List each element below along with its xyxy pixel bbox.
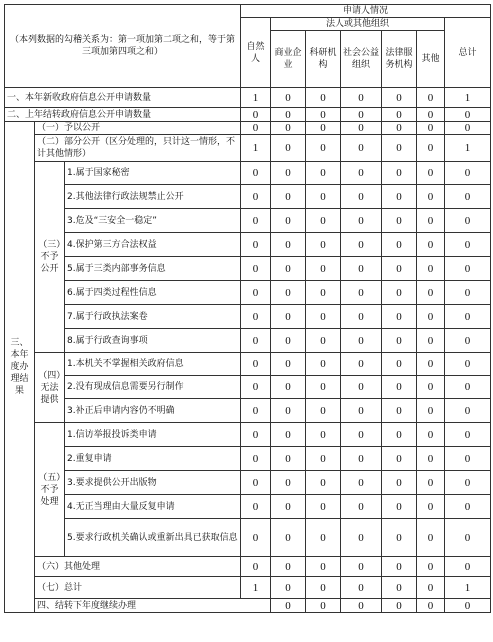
cell-value: 0 <box>271 122 306 135</box>
cell-value: 0 <box>341 88 382 108</box>
cell-value: 0 <box>241 423 271 447</box>
table-row <box>5 471 491 495</box>
cell-value: 0 <box>341 162 382 185</box>
cell-value: 0 <box>306 305 341 329</box>
cell-value: 0 <box>417 471 445 495</box>
cell-value: 0 <box>271 557 306 577</box>
cell-value: 0 <box>382 88 417 108</box>
cell-value: 0 <box>306 281 341 305</box>
cell-value: 0 <box>271 162 306 185</box>
cell-value: 0 <box>382 135 417 162</box>
cell-value: 0 <box>271 353 306 376</box>
cell-value: 0 <box>271 519 306 557</box>
cell-value: 0 <box>271 185 306 209</box>
row-label: （七）总计 <box>35 577 241 599</box>
cell-value: 0 <box>271 108 306 122</box>
legal-group-header: 法人或其他组织 <box>271 18 445 31</box>
cell-value: 0 <box>341 353 382 376</box>
cell-value: 0 <box>341 329 382 353</box>
cell-value: 0 <box>382 185 417 209</box>
cell-value: 0 <box>445 353 491 376</box>
cell-value: 0 <box>306 353 341 376</box>
org-type-header: 商业企业 <box>271 31 306 88</box>
cell-value: 0 <box>306 162 341 185</box>
cell-value: 0 <box>445 209 491 233</box>
cell-value: 0 <box>417 495 445 519</box>
table-row <box>5 209 491 233</box>
table-row <box>5 353 491 376</box>
cell-value: 0 <box>271 399 306 423</box>
cell-value: 0 <box>341 471 382 495</box>
row-label: 3.补正后申请内容仍不明确 <box>65 399 241 423</box>
cell-value: 0 <box>306 447 341 471</box>
cell-value: 0 <box>241 329 271 353</box>
cell-value: 0 <box>271 577 306 599</box>
cell-value: 0 <box>417 599 445 613</box>
row-label: 4.无正当理由大量反复申请 <box>65 495 241 519</box>
table-row <box>5 233 491 257</box>
cell-value: 0 <box>382 209 417 233</box>
table-row <box>5 599 491 613</box>
cell-value: 0 <box>417 519 445 557</box>
row-label: 2.没有现成信息需要另行制作 <box>65 376 241 399</box>
cell-value: 0 <box>382 353 417 376</box>
cell-value: 0 <box>382 599 417 613</box>
cell-value: 0 <box>306 185 341 209</box>
cell-value: 0 <box>341 209 382 233</box>
cell-value: 0 <box>417 447 445 471</box>
cell-value: 0 <box>341 557 382 577</box>
table-row <box>5 305 491 329</box>
cell-value: 0 <box>341 577 382 599</box>
row-label: 二、上年结转政府信息公开申请数量 <box>5 108 241 122</box>
cell-value: 0 <box>241 557 271 577</box>
group-label-not-disclose: （三）不予公开 <box>35 162 65 353</box>
cell-value: 0 <box>241 108 271 122</box>
cell-value: 0 <box>271 233 306 257</box>
cell-value: 0 <box>271 495 306 519</box>
table-row <box>5 135 491 162</box>
cell-value: 1 <box>241 135 271 162</box>
cell-value: 0 <box>382 233 417 257</box>
table-row <box>5 257 491 281</box>
group-label-not-handled: （五）不予处理 <box>35 423 65 557</box>
cell-value: 0 <box>445 399 491 423</box>
cell-value: 0 <box>271 281 306 305</box>
cell-value: 0 <box>417 135 445 162</box>
org-type-header: 其他 <box>417 31 445 88</box>
row-label: 1.本机关不掌握相关政府信息 <box>65 353 241 376</box>
cell-value: 0 <box>241 519 271 557</box>
cell-value: 0 <box>271 376 306 399</box>
cell-value: 0 <box>445 108 491 122</box>
table-row <box>5 281 491 305</box>
cell-value: 0 <box>241 185 271 209</box>
cell-value: 0 <box>445 122 491 135</box>
cell-value: 0 <box>417 185 445 209</box>
cell-value: 0 <box>306 122 341 135</box>
cell-value: 0 <box>341 135 382 162</box>
cell-value: 0 <box>445 423 491 447</box>
cell-value: 1 <box>241 88 271 108</box>
cell-value: 0 <box>241 257 271 281</box>
cell-value: 0 <box>341 519 382 557</box>
row-label: 3.危及“三安全一稳定” <box>65 209 241 233</box>
cell-value: 0 <box>382 519 417 557</box>
cell-value: 0 <box>382 376 417 399</box>
cell-value: 0 <box>341 185 382 209</box>
cell-value: 0 <box>306 108 341 122</box>
section-3-label: 三、本年度办理结果 <box>5 122 35 613</box>
cell-value: 0 <box>241 376 271 399</box>
cell-value: 0 <box>241 281 271 305</box>
cell-value: 0 <box>306 329 341 353</box>
cell-value: 0 <box>417 108 445 122</box>
cell-value: 0 <box>417 353 445 376</box>
cell-value: 0 <box>445 257 491 281</box>
cell-value: 0 <box>306 519 341 557</box>
cell-value: 0 <box>417 281 445 305</box>
cell-value: 0 <box>417 257 445 281</box>
cell-value: 0 <box>271 471 306 495</box>
cell-value: 0 <box>306 88 341 108</box>
cell-value: 0 <box>271 88 306 108</box>
cell-value: 0 <box>445 495 491 519</box>
cell-value: 0 <box>271 305 306 329</box>
table-row <box>5 185 491 209</box>
table-row <box>5 557 491 577</box>
cell-value: 0 <box>306 471 341 495</box>
natural-person-header: 自然人 <box>241 18 271 88</box>
row-label: 四、结转下年度继续办理 <box>35 599 271 613</box>
cell-value: 0 <box>382 122 417 135</box>
cell-value: 1 <box>445 135 491 162</box>
row-label: （六）其他处理 <box>35 557 241 577</box>
table-row <box>5 329 491 353</box>
cell-value: 0 <box>382 281 417 305</box>
cell-value: 0 <box>306 257 341 281</box>
cell-value: 0 <box>417 162 445 185</box>
cell-value: 0 <box>341 447 382 471</box>
cell-value: 0 <box>306 423 341 447</box>
relation-note: （本列数据的勾稽关系为：第一项加第二项之和，等于第三项加第四项之和） <box>5 5 241 88</box>
cell-value: 0 <box>382 557 417 577</box>
cell-value: 0 <box>341 495 382 519</box>
org-type-header: 科研机构 <box>306 31 341 88</box>
cell-value: 0 <box>306 376 341 399</box>
cell-value: 0 <box>341 305 382 329</box>
cell-value: 0 <box>417 557 445 577</box>
cell-value: 0 <box>445 162 491 185</box>
row-label: 1.属于国家秘密 <box>65 162 241 185</box>
cell-value: 0 <box>241 162 271 185</box>
cell-value: 0 <box>382 577 417 599</box>
cell-value: 0 <box>306 557 341 577</box>
cell-value: 0 <box>417 233 445 257</box>
cell-value: 0 <box>382 495 417 519</box>
row-label: 8.属于行政查询事项 <box>65 329 241 353</box>
table-row <box>5 577 491 599</box>
row-label: 4.保护第三方合法权益 <box>65 233 241 257</box>
cell-value: 0 <box>271 135 306 162</box>
cell-value: 0 <box>306 495 341 519</box>
row-label: 2.其他法律行政法规禁止公开 <box>65 185 241 209</box>
cell-value: 0 <box>382 423 417 447</box>
row-label: 一、本年新收政府信息公开申请数量 <box>5 88 241 108</box>
cell-value: 0 <box>382 447 417 471</box>
cell-value: 0 <box>306 577 341 599</box>
application-stats-table <box>4 4 491 613</box>
table-row <box>5 423 491 447</box>
cell-value: 0 <box>306 233 341 257</box>
cell-value: 0 <box>341 122 382 135</box>
row-label: 1.信访举报投诉类申请 <box>65 423 241 447</box>
cell-value: 0 <box>417 423 445 447</box>
cell-value: 0 <box>271 423 306 447</box>
cell-value: 0 <box>417 399 445 423</box>
row-label: （一）予以公开 <box>35 122 241 135</box>
cell-value: 0 <box>306 135 341 162</box>
cell-value: 1 <box>241 577 271 599</box>
cell-value: 0 <box>445 305 491 329</box>
cell-value: 0 <box>445 329 491 353</box>
table-row <box>5 108 491 122</box>
cell-value: 0 <box>341 233 382 257</box>
cell-value: 0 <box>341 108 382 122</box>
cell-value: 0 <box>241 209 271 233</box>
cell-value: 0 <box>417 305 445 329</box>
group-label-cannot-provide: （四）无法提供 <box>35 353 65 423</box>
cell-value: 0 <box>306 399 341 423</box>
cell-value: 0 <box>271 257 306 281</box>
cell-value: 0 <box>271 447 306 471</box>
total-header: 总计 <box>445 18 491 88</box>
table-row <box>5 399 491 423</box>
cell-value: 0 <box>382 471 417 495</box>
cell-value: 0 <box>341 281 382 305</box>
cell-value: 0 <box>445 519 491 557</box>
cell-value: 0 <box>341 599 382 613</box>
cell-value: 0 <box>306 209 341 233</box>
cell-value: 0 <box>241 122 271 135</box>
cell-value: 0 <box>241 305 271 329</box>
cell-value: 0 <box>417 329 445 353</box>
table-row <box>5 88 491 108</box>
row-label: 2.重复申请 <box>65 447 241 471</box>
cell-value: 1 <box>445 88 491 108</box>
cell-value: 0 <box>382 257 417 281</box>
cell-value: 0 <box>341 376 382 399</box>
cell-value: 0 <box>445 557 491 577</box>
cell-value: 0 <box>241 233 271 257</box>
table-row <box>5 162 491 185</box>
row-label: 6.属于四类过程性信息 <box>65 281 241 305</box>
cell-value: 0 <box>382 305 417 329</box>
cell-value: 0 <box>417 376 445 399</box>
cell-value: 0 <box>341 399 382 423</box>
table-row <box>5 376 491 399</box>
cell-value: 0 <box>241 471 271 495</box>
cell-value: 0 <box>445 447 491 471</box>
cell-value: 0 <box>445 281 491 305</box>
cell-value: 0 <box>382 329 417 353</box>
cell-value: 0 <box>341 257 382 281</box>
row-label: 5.要求行政机关确认或重新出具已获取信息 <box>65 519 241 557</box>
cell-value: 0 <box>241 495 271 519</box>
table-row <box>5 495 491 519</box>
cell-value: 0 <box>445 471 491 495</box>
row-label: 5.属于三类内部事务信息 <box>65 257 241 281</box>
cell-value: 0 <box>241 399 271 423</box>
cell-value: 0 <box>445 185 491 209</box>
cell-value: 0 <box>445 233 491 257</box>
cell-value: 0 <box>241 447 271 471</box>
cell-value: 0 <box>445 599 491 613</box>
table-row <box>5 122 491 135</box>
table-row <box>5 447 491 471</box>
row-label: （二）部分公开（区分处理的，只计这一情形，不计其他情形） <box>35 135 241 162</box>
header-row-1 <box>5 5 491 18</box>
cell-value: 0 <box>341 423 382 447</box>
cell-value: 0 <box>445 376 491 399</box>
cell-value: 0 <box>271 209 306 233</box>
applicant-situation-header: 申请人情况 <box>241 5 491 18</box>
cell-value: 0 <box>306 599 341 613</box>
cell-value: 0 <box>271 329 306 353</box>
org-type-header: 社会公益组织 <box>341 31 382 88</box>
cell-value: 0 <box>417 88 445 108</box>
cell-value: 0 <box>417 209 445 233</box>
cell-value: 0 <box>382 399 417 423</box>
cell-value: 1 <box>445 577 491 599</box>
cell-value: 0 <box>382 108 417 122</box>
row-label: 3.要求提供公开出版物 <box>65 471 241 495</box>
cell-value: 0 <box>241 353 271 376</box>
cell-value: 0 <box>271 599 306 613</box>
org-type-header: 法律服务机构 <box>382 31 417 88</box>
cell-value: 0 <box>417 577 445 599</box>
cell-value: 0 <box>417 122 445 135</box>
table-row <box>5 519 491 557</box>
cell-value: 0 <box>382 162 417 185</box>
row-label: 7.属于行政执法案卷 <box>65 305 241 329</box>
